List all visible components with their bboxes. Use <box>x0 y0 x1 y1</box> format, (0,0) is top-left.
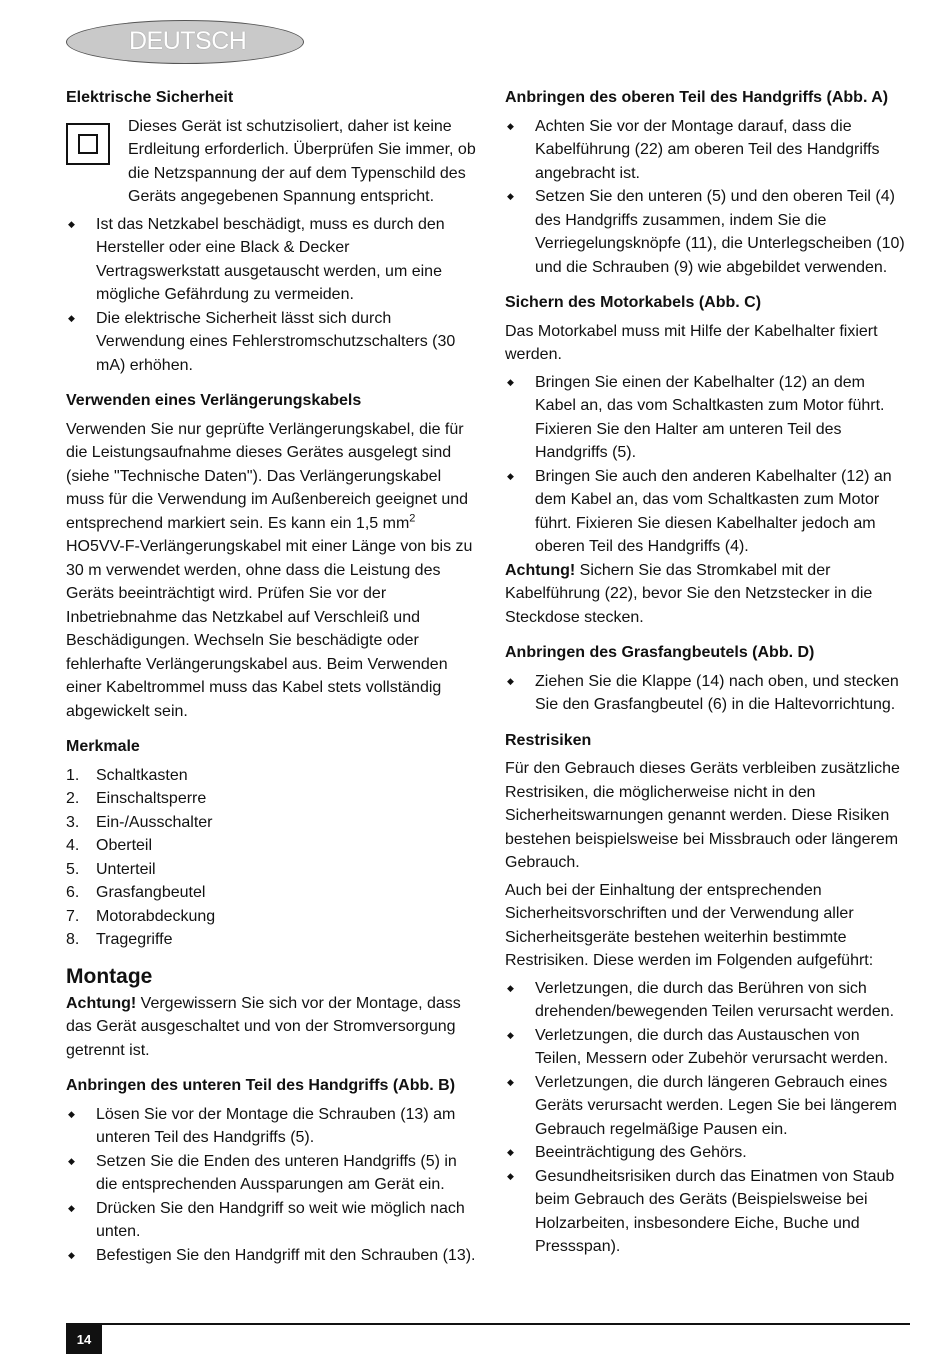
list-item: ◆ Bringen Sie einen der Kabelhalter (12) an dem Kabel an, das vom Schaltkasten zum Motor führt. Fixieren Sie den Halter am unteren Teil des Handgriffs (5). <box>505 371 910 465</box>
residual-risks-list <box>505 977 910 1259</box>
motor-cable-intro: Das Motorkabel muss mit Hilfe der Kabelhalter fixiert werden. <box>505 322 878 363</box>
language-tab <box>66 20 304 64</box>
list-item: ◆ Bringen Sie auch den anderen Kabelhalter (12) an dem Kabel an, das vom Schaltkasten zum Motor führt. Fixieren Sie diesen Kabelhalter jedoch am oberen Teil des Handgriffs (4). <box>505 465 910 559</box>
list-item: ◆ Achten Sie vor der Montage darauf, dass die Kabelführung (22) am oberen Teil des Handgriffs angebracht ist. <box>505 115 910 186</box>
list-item: ◆ Verletzungen, die durch das Austauschen von Teilen, Messern oder Zubehör verursacht werden. <box>505 1024 910 1071</box>
item-text: Unterteil <box>96 860 156 878</box>
item-text: Schaltkasten <box>96 766 188 784</box>
grass-bag-heading: Anbringen des Grasfangbeutels (Abb. D) <box>505 644 815 661</box>
extension-cable-text-b: HO5VV-F-Verlängerungskabel mit einer Länge von bis zu 30 m verwendet werden, ohne dass die Leistung des Geräts beeinträchtigt wird. Prüfen Sie vor der Inbetriebnahme das Netzkabel auf Verschleiß und Beschädigungen. Wechseln Sie beschädigte oder fehlerhafte Verlängerungskabel aus. Beim Verwenden einer Kabeltrommel muss das Kabel stets vollständig abgewickelt sein. <box>66 538 473 720</box>
page-number: 14 <box>66 1325 102 1354</box>
grass-bag-section <box>505 641 910 717</box>
list-item: ◆ Die elektrische Sicherheit lässt sich durch Verwendung eines Fehlerstromschutzschalters (30 mA) erhöhen. <box>66 307 476 378</box>
list-item: ◆ Drücken Sie den Handgriff so weit wie möglich nach unten. <box>66 1197 476 1244</box>
features-heading: Merkmale <box>66 738 140 755</box>
electrical-safety-list <box>66 213 476 378</box>
left-column <box>66 86 476 1279</box>
list-item: ◆ Setzen Sie die Enden des unteren Handgriffs (5) in die entsprechenden Aussparungen am Gerät ein. <box>66 1150 476 1197</box>
warning-text: Vergewissern Sie sich vor der Montage, dass das Gerät ausgeschaltet und von der Stromversorgung getrennt ist. <box>66 994 461 1059</box>
residual-risks-para1: Für den Gebrauch dieses Geräts verbleiben zusätzliche Restrisiken, die möglicherweise nicht in den Sicherheitswarnungen genannt werden. Diese Risiken bestehen beispielsweise bei Missbrauch oder längerem Gebrauch. <box>505 760 900 871</box>
list-item: ◆ Ziehen Sie die Klappe (14) nach oben, und stecken Sie den Grasfangbeutel (6) in die Haltevorrichtung. <box>505 670 910 717</box>
electrical-safety-intro: Dieses Gerät ist schutzisoliert, daher ist keine Erdleitung erforderlich. Überprüfen Sie immer, ob die Netzspannung der auf dem Typenschild des Geräts angegebenen Spannung entspricht. <box>128 117 476 205</box>
lower-handle-section <box>66 1074 476 1267</box>
features-section <box>66 735 476 952</box>
motor-cable-warning <box>505 559 910 630</box>
list-item: ◆ Verletzungen, die durch längeren Gebrauch eines Geräts verursacht werden. Legen Sie bei längerem Gebrauch regelmäßige Pausen ein. <box>505 1071 910 1142</box>
upper-handle-section <box>505 86 910 279</box>
features-list <box>66 764 476 952</box>
item-number: 4. <box>66 837 80 854</box>
list-item <box>66 811 476 835</box>
residual-risks-heading: Restrisiken <box>505 731 592 749</box>
warning-label: Achtung! <box>66 994 137 1012</box>
electrical-safety-heading: Elektrische Sicherheit <box>66 89 234 106</box>
list-item: ◆ Gesundheitsrisiken durch das Einatmen von Staub beim Gebrauch des Geräts (Beispielsweise bei Holzarbeiten, insbesondere Eiche, Buche und Pressspan). <box>505 1165 910 1259</box>
right-column <box>505 86 910 1271</box>
item-text: Motorabdeckung <box>96 907 216 925</box>
item-text: Oberteil <box>96 837 153 854</box>
list-item <box>66 834 476 858</box>
list-item <box>66 787 476 811</box>
grass-bag-list <box>505 670 910 717</box>
item-number: 1. <box>66 766 80 784</box>
double-insulation-icon <box>66 123 110 165</box>
warning-text: Sichern Sie das Stromkabel mit der Kabelführung (22), bevor Sie den Netzstecker in die Steckdose stecken. <box>505 561 873 626</box>
warning-label: Achtung! <box>505 561 576 579</box>
residual-risks-para2: Auch bei der Einhaltung der entsprechenden Sicherheitsvorschriften und der Verwendung aller Sicherheitsgeräte bestehen weiterhin bestimmte Restrisiken. Diese werden im Folgenden aufgeführt: <box>505 881 874 969</box>
assembly-warning <box>66 992 476 1063</box>
item-number: 2. <box>66 790 80 807</box>
item-text: Tragegriffe <box>96 931 173 948</box>
superscript-2: 2 <box>409 512 416 525</box>
list-item: ◆ Verletzungen, die durch das Berühren von sich drehenden/bewegenden Teilen verursacht werden. <box>505 977 910 1024</box>
item-number: 8. <box>66 931 80 948</box>
extension-cable-text-a: Verwenden Sie nur geprüfte Verlängerungskabel, die für die Leistungsaufnahme dieses Gerätes ausgelegt sind (siehe "Technische Daten"). Das Verlängerungskabel muss für die Verwendung im Außenbereich geeignet und entsprechend markiert sein. Es kann ein 1,5 mm <box>66 420 469 532</box>
list-item: ◆ Lösen Sie vor der Montage die Schrauben (13) am unteren Teil des Handgriffs (5). <box>66 1103 476 1150</box>
motor-cable-section <box>505 291 910 629</box>
lower-handle-heading: Anbringen des unteren Teil des Handgriffs (Abb. B) <box>66 1077 456 1094</box>
list-item <box>66 764 476 788</box>
language-label: DEUTSCH <box>129 27 247 55</box>
footer-rule <box>66 1323 910 1325</box>
residual-risks-section <box>505 729 910 1259</box>
list-item <box>66 881 476 905</box>
item-number: 7. <box>66 907 80 925</box>
list-item: ◆ Setzen Sie den unteren (5) und den oberen Teil (4) des Handgriffs zusammen, indem Sie die Verriegelungsknöpfe (11), die Unterlegscheiben (10) und die Schrauben (9) wie abgebildet verwenden. <box>505 185 910 279</box>
upper-handle-heading: Anbringen des oberen Teil des Handgriffs (Abb. A) <box>505 89 889 106</box>
list-item <box>66 928 476 952</box>
item-text: Ein-/Ausschalter <box>96 813 213 831</box>
list-item <box>66 905 476 929</box>
list-item <box>66 858 476 882</box>
upper-handle-list <box>505 115 910 280</box>
electrical-safety-section <box>66 86 476 377</box>
lower-handle-list <box>66 1103 476 1268</box>
assembly-heading: Montage <box>66 964 153 988</box>
list-item: ◆ Befestigen Sie den Handgriff mit den Schrauben (13). <box>66 1244 476 1268</box>
extension-cable-text <box>66 418 476 724</box>
motor-cable-heading: Sichern des Motorkabels (Abb. C) <box>505 294 762 311</box>
extension-cable-heading: Verwenden eines Verlängerungskabels <box>66 392 362 409</box>
extension-cable-section <box>66 389 476 723</box>
item-text: Grasfangbeutel <box>96 884 206 901</box>
list-item: ◆ Ist das Netzkabel beschädigt, muss es durch den Hersteller oder eine Black & Decker Vertragswerkstatt ausgetauscht werden, um eine mögliche Gefährdung zu vermeiden. <box>66 213 476 307</box>
item-text: Einschaltsperre <box>96 790 207 807</box>
item-number: 5. <box>66 860 80 878</box>
item-number: 3. <box>66 813 80 831</box>
list-item: ◆ Beeinträchtigung des Gehörs. <box>505 1141 910 1165</box>
item-number: 6. <box>66 884 80 901</box>
motor-cable-list <box>505 371 910 559</box>
assembly-section <box>66 964 476 1063</box>
